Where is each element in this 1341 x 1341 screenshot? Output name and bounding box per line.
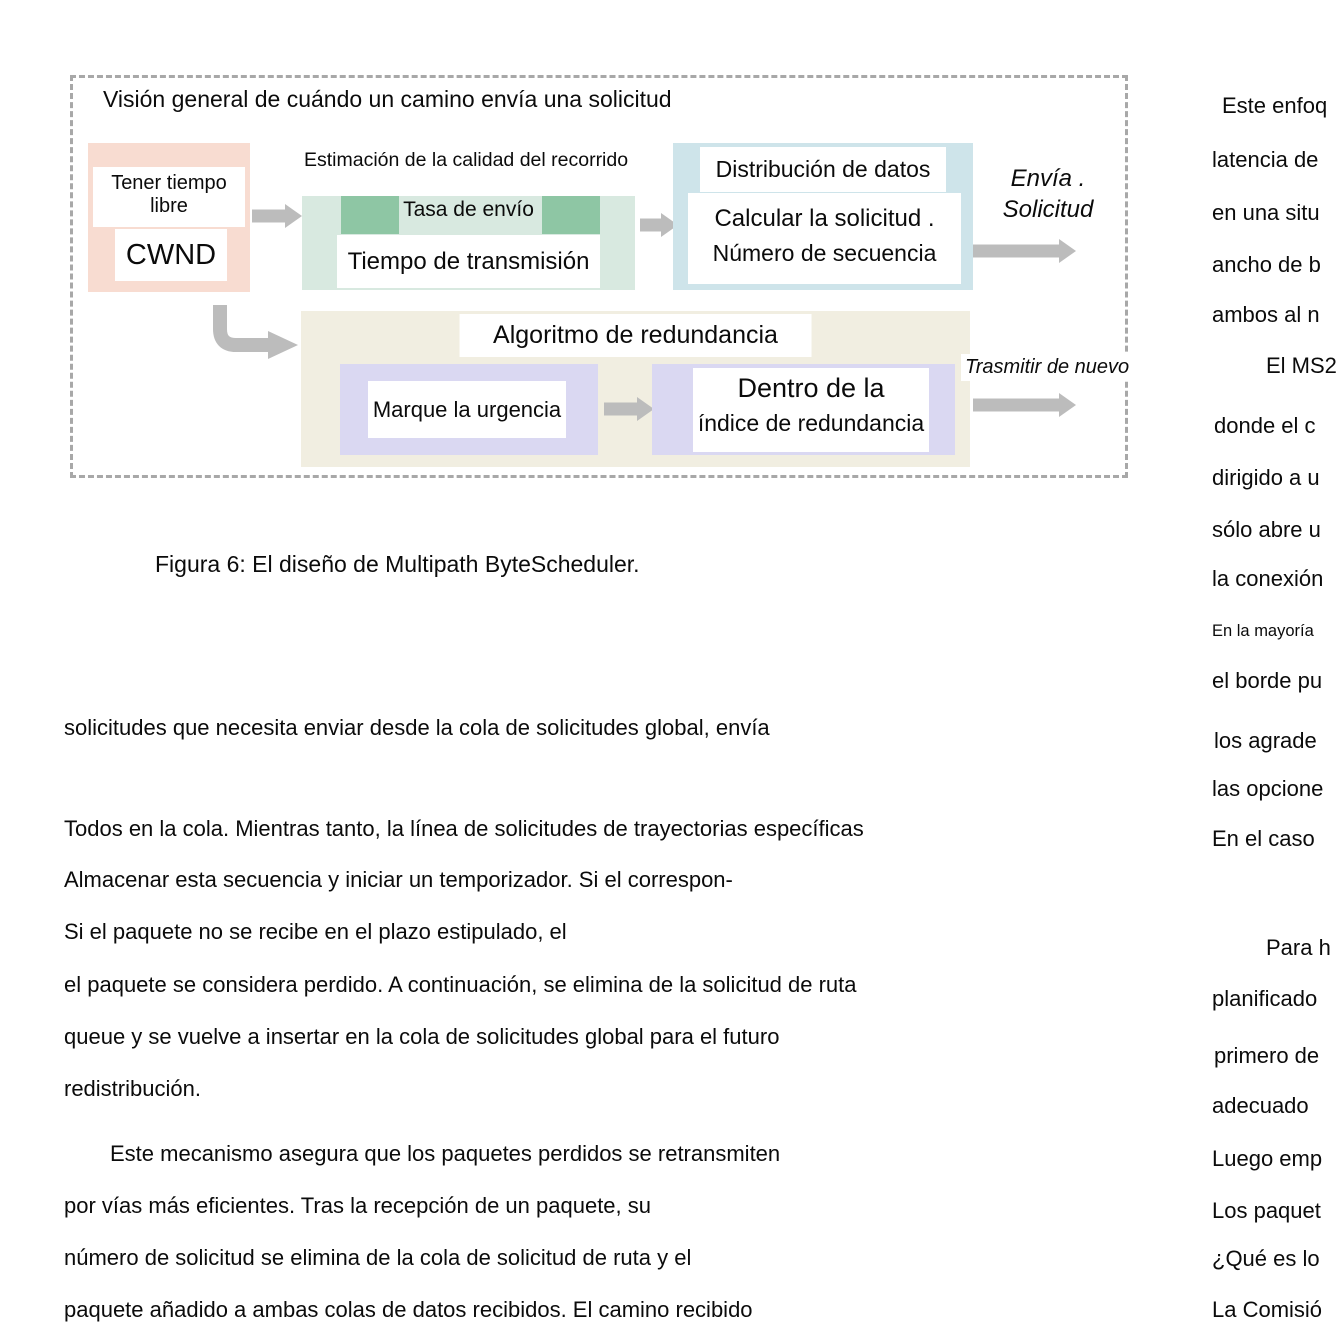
diagram-title: Visión general de cuándo un camino envía una solicitud bbox=[103, 86, 672, 112]
retransmit-label: Trasmitir de nuevo bbox=[961, 354, 1133, 381]
send-request-label bbox=[973, 163, 1123, 225]
redundancy-group bbox=[301, 311, 970, 467]
body-text-line: En el caso bbox=[1212, 826, 1315, 851]
mark-urgency-box bbox=[340, 364, 598, 455]
send-rate-label: Tasa de envío bbox=[403, 198, 534, 221]
body-text-line: adecuado bbox=[1212, 1093, 1309, 1118]
data-distribution-group bbox=[673, 143, 973, 290]
body-text-line: Para h bbox=[1266, 935, 1331, 960]
arrow-right-icon bbox=[604, 396, 654, 422]
path-quality-header: Estimación de la calidad del recorrido bbox=[304, 149, 629, 171]
redundancy-index-line1: Dentro de la bbox=[737, 373, 885, 403]
curved-arrow-icon bbox=[206, 305, 306, 365]
figure-caption: Figura 6: El diseño de Multipath ByteScheduler. bbox=[155, 551, 640, 577]
body-text-line: ancho de b bbox=[1212, 252, 1321, 277]
body-text-line: número de solicitud se elimina de la cola de solicitud de ruta y el bbox=[64, 1245, 692, 1270]
send-request-line1: Envía . bbox=[1010, 165, 1086, 192]
body-text-line: ambos al n bbox=[1212, 302, 1320, 327]
slack-time-label: Tener tiempo libre bbox=[93, 167, 245, 227]
arrow-right-icon bbox=[973, 238, 1076, 264]
body-text-line: Todos en la cola. Mientras tanto, la línea de solicitudes de trayectorias específicas bbox=[64, 816, 864, 841]
body-text-line: Almacenar esta secuencia y iniciar un temporizador. Si el correspon- bbox=[64, 867, 733, 892]
body-text-line: El MS2 bbox=[1266, 353, 1337, 378]
body-text-line: la conexión bbox=[1212, 566, 1324, 591]
body-text-line: primero de bbox=[1214, 1043, 1320, 1068]
body-text-line: donde el c bbox=[1214, 413, 1316, 438]
calc-request-line2: Número de secuencia bbox=[712, 240, 937, 266]
body-text-line: el borde pu bbox=[1212, 668, 1323, 693]
data-distribution-header: Distribución de datos bbox=[700, 147, 946, 192]
body-text-line: en una situ bbox=[1212, 200, 1320, 225]
body-text-line: queue y se vuelve a insertar en la cola de solicitudes global para el futuro bbox=[64, 1024, 780, 1049]
calc-request-line1: Calcular la solicitud . bbox=[714, 205, 935, 232]
transmission-time-label: Tiempo de transmisión bbox=[337, 235, 600, 288]
body-text-line: las opcione bbox=[1212, 776, 1324, 801]
body-text-line: los agrade bbox=[1214, 728, 1317, 753]
body-text-line: Si el paquete no se recibe en el plazo estipulado, el bbox=[64, 919, 567, 944]
path-quality-group bbox=[302, 149, 635, 290]
arrow-right-icon bbox=[973, 392, 1076, 418]
body-text-line: paquete añadido a ambas colas de datos recibidos. El camino recibido bbox=[64, 1297, 753, 1322]
redundancy-index-line2: índice de redundancia bbox=[697, 410, 925, 436]
mark-urgency-label: Marque la urgencia bbox=[368, 381, 566, 438]
body-text-line: planificado bbox=[1212, 986, 1318, 1011]
body-text-line: por vías más eficientes. Tras la recepción de un paquete, su bbox=[64, 1193, 651, 1218]
calc-request-box bbox=[688, 193, 961, 284]
body-text-line: sólo abre u bbox=[1212, 517, 1321, 542]
body-text-line: ¿Qué es lo bbox=[1212, 1246, 1320, 1271]
send-request-line2: Solicitud bbox=[1002, 196, 1094, 223]
body-text-line: latencia de bbox=[1212, 147, 1319, 172]
body-text-line: Los paquet bbox=[1212, 1198, 1321, 1223]
cwnd-label: CWND bbox=[115, 229, 227, 281]
body-text-line: el paquete se considera perdido. A continuación, se elimina de la solicitud de ruta bbox=[64, 972, 857, 997]
redundancy-index-box bbox=[652, 364, 955, 455]
body-text-line: Este mecanismo asegura que los paquetes perdidos se retransmiten bbox=[110, 1141, 781, 1166]
body-text-line: solicitudes que necesita enviar desde la cola de solicitudes global, envía bbox=[64, 715, 770, 740]
body-text-line: dirigido a u bbox=[1212, 465, 1320, 490]
body-text-line: La Comisió bbox=[1212, 1297, 1323, 1322]
arrow-right-icon bbox=[252, 203, 302, 229]
cwnd-group bbox=[88, 143, 250, 292]
body-text-line: En la mayoría bbox=[1212, 622, 1314, 640]
figure-diagram bbox=[70, 75, 1128, 478]
body-text-line: redistribución. bbox=[64, 1076, 201, 1101]
redundancy-header: Algoritmo de redundancia bbox=[459, 314, 812, 357]
redundancy-index-inner bbox=[693, 368, 929, 452]
body-text-line: Este enfoq bbox=[1222, 93, 1328, 118]
body-text-line: Luego emp bbox=[1212, 1146, 1323, 1171]
